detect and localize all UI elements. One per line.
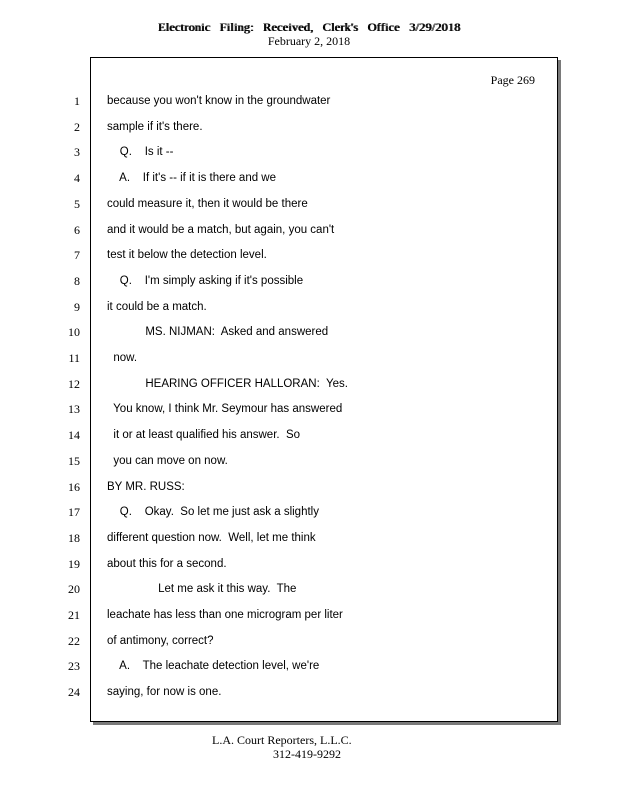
line-text: saying, for now is one.: [107, 686, 222, 699]
line-text: because you won't know in the groundwater: [107, 95, 331, 107]
line-text: different question now. Well, let me think: [107, 531, 316, 544]
line-text: could measure it, then it would be there: [107, 197, 308, 210]
line-text: Q. Is it --: [107, 146, 174, 159]
line-text: Let me ask it this way. The: [107, 583, 297, 596]
line-number: 3: [74, 145, 80, 160]
line-number: 14: [68, 428, 80, 443]
line-number: 2: [74, 119, 80, 134]
transcript-line: [0, 169, 618, 187]
transcript-line: [0, 400, 618, 418]
line-number: 11: [68, 351, 80, 365]
transcript-line: [0, 375, 618, 393]
filing-stamp: Electronic Filing: Received, Clerk's Office 3/29/2018: [157, 20, 461, 34]
line-number: 8: [74, 273, 80, 288]
line-number: 4: [74, 171, 80, 186]
transcript-line: [0, 272, 618, 290]
transcript-line: [0, 683, 618, 701]
line-text: it or at least qualified his answer. So: [107, 429, 301, 442]
transcript-line: [0, 657, 618, 675]
court-reporter-phone: 312-419-9292: [273, 747, 341, 761]
transcript-line: [0, 221, 618, 239]
line-text: of antimony, correct?: [107, 634, 214, 647]
line-text: Q. Okay. So let me just ask a slightly: [107, 506, 319, 519]
line-number: 15: [68, 453, 80, 468]
transcript-line: [0, 349, 618, 367]
line-text: about this for a second.: [107, 557, 227, 570]
line-number: 1: [74, 94, 80, 108]
transcript-line: [0, 118, 618, 136]
line-number: 9: [74, 299, 80, 314]
line-number: 12: [68, 376, 80, 391]
line-number: 5: [74, 196, 80, 211]
line-number: 7: [74, 248, 80, 263]
line-text: test it below the detection level.: [107, 249, 267, 262]
filing-header: [0, 20, 618, 48]
line-text: BY MR. RUSS:: [107, 480, 185, 493]
transcript-line: [0, 632, 618, 650]
line-text: You know, I think Mr. Seymour has answered: [107, 403, 343, 416]
line-text: A. If it's -- if it is there and we: [107, 172, 277, 185]
transcript-line: [0, 195, 618, 213]
line-text: leachate has less than one microgram per liter: [107, 609, 343, 621]
line-text: HEARING OFFICER HALLORAN: Yes.: [107, 377, 348, 390]
line-number: 18: [68, 530, 80, 545]
line-number: 21: [68, 608, 80, 622]
line-number: 22: [68, 633, 80, 648]
line-text: A. The leachate detection level, we're: [107, 660, 320, 673]
line-text: Q. I'm simply asking if it's possible: [107, 274, 304, 287]
transcript-line: [0, 143, 618, 161]
transcript-line: [0, 606, 618, 624]
line-text: you can move on now.: [107, 454, 228, 467]
court-reporter-name: L.A. Court Reporters, L.L.C.: [212, 733, 352, 747]
line-number: 17: [68, 505, 80, 520]
transcript-line: [0, 92, 618, 110]
transcript-line: [0, 246, 618, 264]
line-text: sample if it's there.: [107, 120, 203, 133]
line-number: 20: [68, 582, 80, 597]
transcript-line: [0, 555, 618, 573]
line-number: 6: [74, 222, 80, 237]
line-text: now.: [107, 352, 138, 364]
transcript-line: [0, 529, 618, 547]
line-number: 24: [68, 685, 80, 700]
transcript-line: [0, 580, 618, 598]
transcript-line: [0, 503, 618, 521]
filing-date: February 2, 2018: [267, 34, 351, 48]
line-text: MS. NIJMAN: Asked and answered: [107, 326, 329, 339]
line-text: it could be a match.: [107, 300, 207, 313]
transcript-line: [0, 452, 618, 470]
transcript-line: [0, 298, 618, 316]
line-number: 19: [68, 556, 80, 571]
page-number: Page 269: [490, 73, 535, 87]
transcript-line: [0, 426, 618, 444]
line-number: 23: [68, 659, 80, 674]
transcript-line: [0, 478, 618, 496]
transcript-line: [0, 323, 618, 341]
line-text: and it would be a match, but again, you can't: [107, 223, 335, 236]
line-number: 13: [68, 402, 80, 417]
line-number: 10: [68, 325, 80, 340]
line-number: 16: [68, 479, 80, 494]
